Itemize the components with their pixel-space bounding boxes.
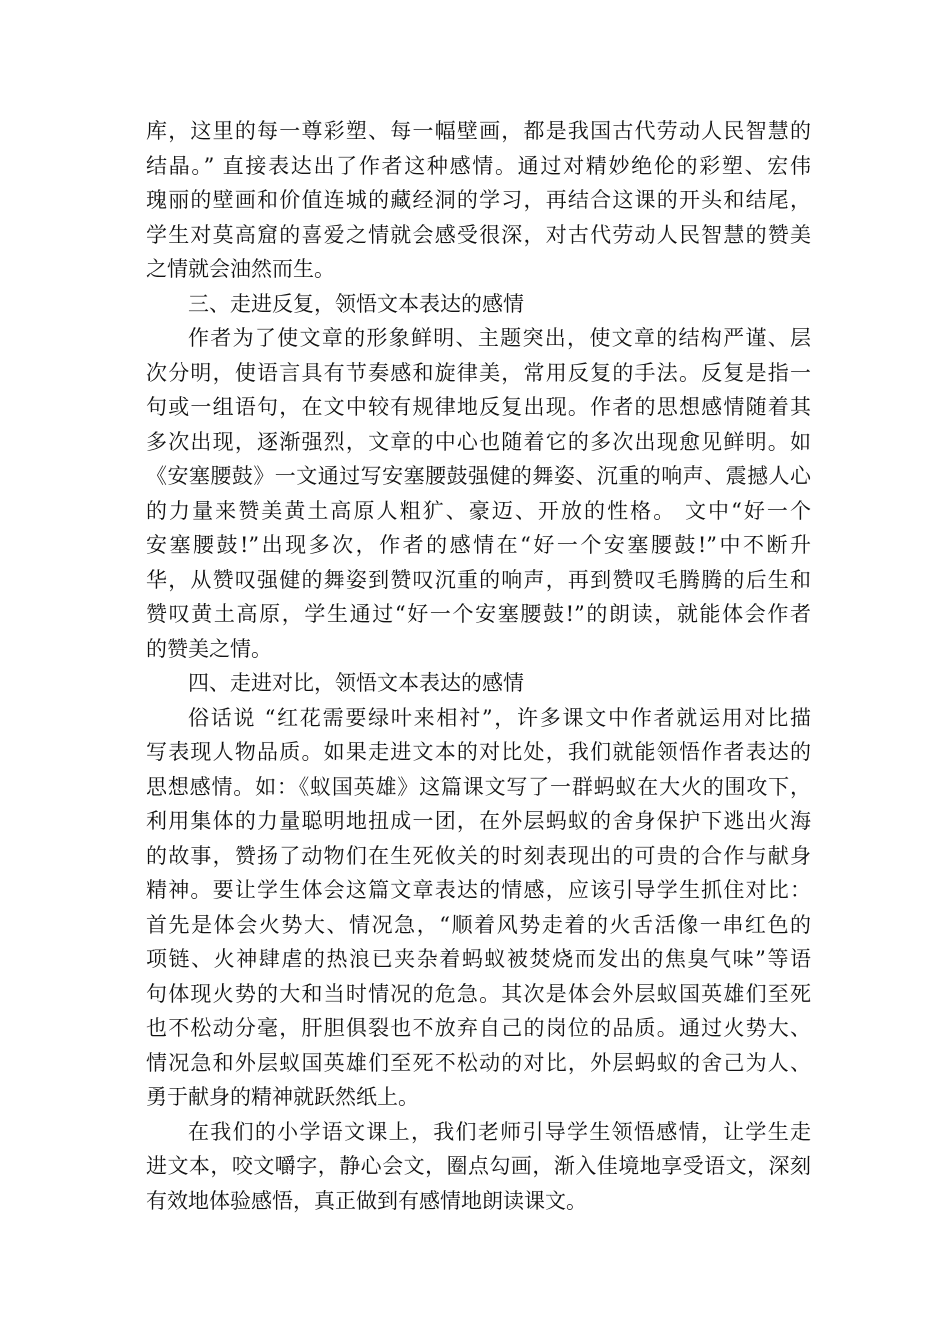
text-line: 学生对莫高窟的喜爱之情就会感受很深，对古代劳动人民智慧的赞美 — [146, 222, 811, 247]
text-line: 之情就会油然而生。 — [146, 257, 335, 281]
document-page — [146, 114, 811, 1218]
text-line: 库，这里的每一尊彩塑、每一幅壁画，都是我国古代劳动人民智慧的 — [146, 119, 811, 143]
text-line: 精神。要让学生体会这篇文章表达的情感，应该引导学生抓住对比： — [146, 878, 811, 902]
paragraph-start-line: 在我们的小学语文课上，我们老师引导学生领悟感情，让学生走 — [188, 1119, 811, 1144]
text-line: 句体现火势的大和当时情况的危急。其次是体会外层蚁国英雄们至死 — [146, 981, 811, 1006]
text-line: 的故事，赞扬了动物们在生死攸关的时刻表现出的可贵的合作与献身 — [146, 843, 811, 868]
text-line: 也不松动分毫，肝胆俱裂也不放弃自己的岗位的品质。通过火势大、 — [146, 1016, 811, 1040]
text-line: 进文本，咬文嚼字，静心会文，圈点勾画，渐入佳境地享受语文，深刻 — [146, 1154, 811, 1178]
text-line: 华，从赞叹强健的舞姿到赞叹沉重的响声，再到赞叹毛腾腾的后生和 — [146, 567, 811, 592]
text-line: 勇于献身的精神就跃然纸上。 — [146, 1085, 419, 1109]
text-line: 利用集体的力量聪明地扭成一团，在外层蚂蚁的舍身保护下逃出火海 — [146, 809, 811, 833]
text-line: 安塞腰鼓!”出现多次，作者的感情在“好一个安塞腰鼓!”中不断升 — [146, 533, 811, 557]
paragraph-start-line: 俗话说 “红花需要绿叶来相衬”，许多课文中作者就运用对比描 — [188, 705, 811, 730]
text-line: 项链、火神肆虐的热浪已夹杂着蚂蚁被焚烧而发出的焦臭气味”等语 — [146, 947, 811, 971]
text-line: 的力量来赞美黄土高原人粗犷、豪迈、开放的性格。 文中“好一个 — [146, 498, 811, 523]
text-line: 有效地体验感悟，真正做到有感情地朗读课文。 — [146, 1188, 587, 1213]
text-line: 思想感情。如：《蚁国英雄》这篇课文写了一群蚂蚁在大火的围攻下， — [146, 774, 811, 799]
text-line: 情况急和外层蚁国英雄们至死不松动的对比，外层蚂蚁的舍己为人、 — [146, 1050, 811, 1075]
text-line: 的赞美之情。 — [146, 636, 272, 661]
text-line: 次分明，使语言具有节奏感和旋律美，常用反复的手法。反复是指一 — [146, 360, 811, 385]
text-line: 句或一组语句，在文中较有规律地反复出现。作者的思想感情随着其 — [146, 395, 811, 419]
section-heading: 四、走进对比，领悟文本表达的感情 — [188, 671, 524, 695]
text-line: 瑰丽的壁画和价值连城的藏经洞的学习，再结合这课的开头和结尾， — [146, 188, 811, 212]
text-line: 赞叹黄土高原，学生通过“好一个安塞腰鼓!”的朗读，就能体会作者 — [146, 602, 811, 626]
paragraph-start-line: 作者为了使文章的形象鲜明、主题突出，使文章的结构严谨、层 — [188, 326, 811, 350]
text-line: 《安塞腰鼓》一文通过写安塞腰鼓强健的舞姿、沉重的响声、震撼人心 — [146, 464, 811, 488]
text-line: 结晶。” 直接表达出了作者这种感情。通过对精妙绝伦的彩塑、宏伟 — [146, 153, 811, 178]
text-line: 多次出现，逐渐强烈，文章的中心也随着它的多次出现愈见鲜明。如 — [146, 429, 811, 454]
text-line: 首先是体会火势大、情况急，“顺着风势走着的火舌活像一串红色的 — [146, 912, 811, 937]
section-heading: 三、走进反复，领悟文本表达的感情 — [188, 291, 524, 316]
text-line: 写表现人物品质。如果走进文本的对比处，我们就能领悟作者表达的 — [146, 740, 811, 764]
